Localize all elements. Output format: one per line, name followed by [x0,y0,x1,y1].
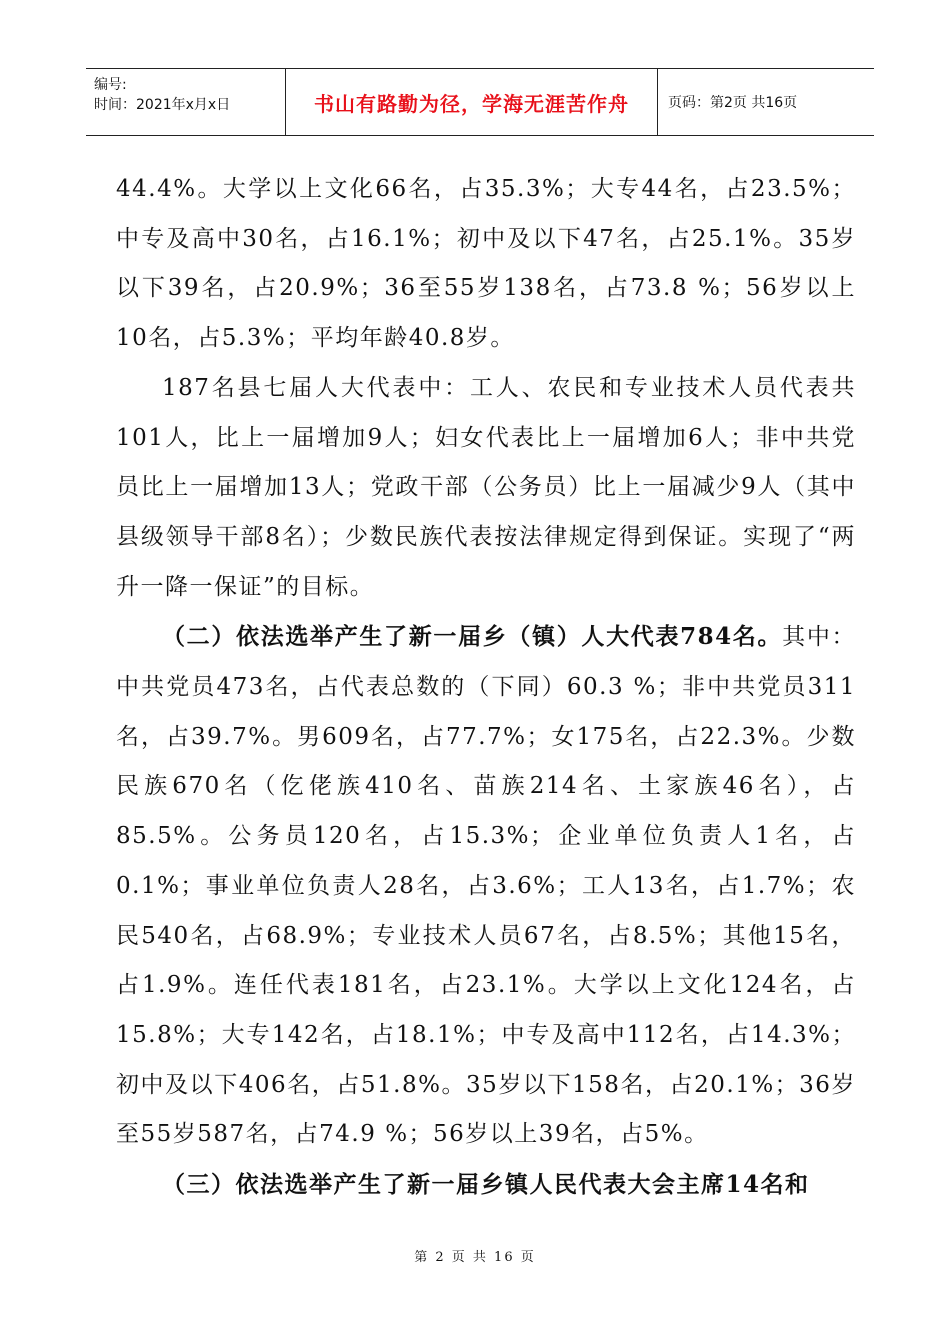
section-heading-2: （二）依法选举产生了新一届乡（镇）人大代表784名。 [162,623,783,651]
document-number: 编号: [94,77,127,93]
document-time: 时间：2021年x月x日 [94,97,231,113]
paragraph-3-text: 其中：中共党员473名，占代表总数的（下同）60.3 %；非中共党员311名，占39.7%。男609名，占77.7%；女175名，占22.3%。少数民族670名（仡佬族410名、苗族214名、土家族46名），占85.5%。公务员120名，占15.3%；企业单位负责人1名，占0.1%；事业单位负责人28名，占3.6%；工人13名，占1.7%；农民540名，占68.9%；专业技术人员67名，占8.5%；其他15名，占1.9%。连任代表181名，占23.1%。大学以上文化124名，占15.8%；大专142名，占18.1%；中专及高中112名，占14.3%；初中及以下406名，占51.8%。35岁以下158名，占20.1%；36岁至55岁587名，占74.9 %；56岁以上39名，占5%。 [116,624,857,1148]
header-page-number: 页码：第2页 共16页 [668,95,798,111]
paragraph-1: 44.4%。大学以上文化66名，占35.3%；大专44名，占23.5%；中专及高中30名，占16.1%；初中及以下47名，占25.1%。35岁以下39名，占20.9%；36至55岁138名，占73.8 %；56岁以上10名，占5.3%；平均年龄40.8岁。 [116,176,856,352]
paragraph-4 [116,1160,856,1211]
page-footer: 第 2 页 共 16 页 [414,1250,536,1265]
header-motto: 书山有路勤为径，学海无涯苦作舟 [286,69,658,135]
page-header [86,68,874,136]
header-meta [86,69,286,135]
document-body [116,165,856,1211]
paragraph-3 [116,612,856,1160]
paragraph-2: 187名县七届人大代表中：工人、农民和专业技术人员代表共101人，比上一届增加9人；妇女代表比上一届增加6人；非中共党员比上一届增加13人；党政干部（公务员）比上一届减少9人（其中县级领导干部8名）；少数民族代表按法律规定得到保证。实现了“两升一降一保证”的目标。 [116,374,856,600]
section-heading-3: （三）依法选举产生了新一届乡镇人民代表大会主席14名和 [162,1171,810,1199]
